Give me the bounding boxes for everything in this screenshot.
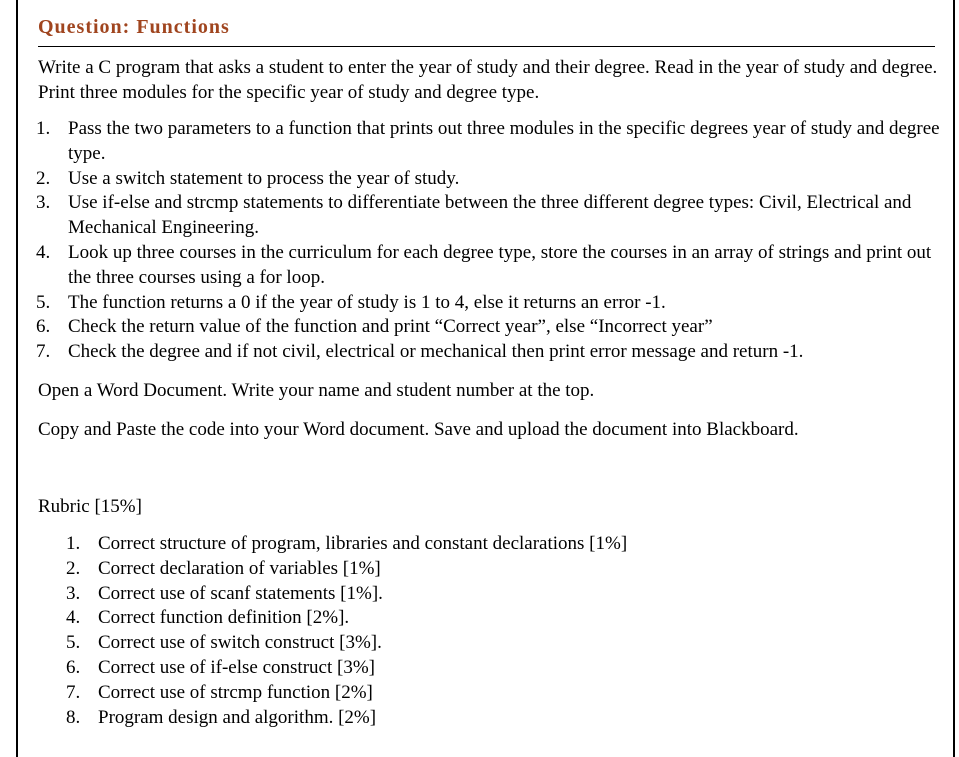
rubric-item-text: Correct use of switch construct [3%]. (98, 632, 382, 654)
rubric-item-text: Correct function definition [2%]. (98, 607, 350, 629)
list-item-number: 1. (36, 118, 51, 139)
list-item (36, 340, 948, 365)
rubric-item-text: Program design and algorithm. [2%] (98, 706, 377, 728)
rubric-item-number: 1. (66, 533, 81, 554)
list-item-text: Pass the two parameters to a function that prints out three modules in the specific degrees year of study and degree type. (68, 118, 940, 164)
list-item-number: 4. (36, 241, 51, 263)
list-item-text: The function returns a 0 if the year of study is 1 to 4, else it returns an error -1. (68, 291, 666, 313)
rubric-item-text: Correct use of strcmp function [2%] (98, 681, 373, 703)
list-item-text: Use if-else and strcmp statements to differentiate between the three different degree types: Civil, Electrical and Mechanical Engineering. (68, 192, 912, 239)
rubric-item-text: Correct declaration of variables [1%] (98, 557, 381, 579)
rubric-item (66, 582, 918, 607)
open-word-instruction: Open a Word Document. Write your name and student number at the top. (38, 380, 595, 401)
list-item (36, 291, 948, 316)
list-item-number: 7. (36, 341, 51, 363)
copy-paste-instruction: Copy and Paste the code into your Word document. Save and upload the document into Blackboard. (38, 419, 799, 440)
list-item-text: Look up three courses in the curriculum for each degree type, store the courses in an array of strings and print out the three courses using a for loop. (68, 241, 932, 288)
list-item-text: Check the degree and if not civil, electrical or mechanical then print error message and return -1. (68, 341, 804, 363)
list-item-text: Use a switch statement to process the year of study. (68, 167, 460, 189)
rubric-item (66, 681, 918, 706)
list-item (36, 191, 948, 241)
rubric-item-number: 4. (66, 607, 81, 629)
question-box (16, 0, 955, 757)
requirements-list (36, 117, 948, 365)
rubric-list (66, 532, 918, 730)
intro-paragraph: Write a C program that asks a student to enter the year of study and their degree. Read in the year of study and degree. Print three modules for the specific year of study and degree type. (38, 57, 938, 103)
rubric-item (66, 606, 918, 631)
list-item-number: 3. (36, 192, 51, 214)
list-item-number: 6. (36, 316, 51, 338)
heading-divider (38, 46, 935, 47)
rubric-item (66, 631, 918, 656)
list-item (36, 315, 948, 340)
rubric-item-number: 5. (66, 632, 81, 654)
rubric-item-number: 7. (66, 681, 81, 703)
list-item-number: 5. (36, 291, 51, 313)
list-item (36, 241, 948, 291)
list-item-number: 2. (36, 167, 51, 189)
list-item (36, 117, 948, 167)
list-item-text: Check the return value of the function and print “Correct year”, else “Incorrect year” (68, 316, 713, 338)
rubric-item-number: 6. (66, 656, 81, 678)
rubric-item (66, 706, 918, 731)
rubric-item-text: Correct use of scanf statements [1%]. (98, 582, 383, 604)
list-item (36, 167, 948, 192)
rubric-item-number: 2. (66, 557, 81, 579)
rubric-item-text: Correct use of if-else construct [3%] (98, 656, 375, 678)
question-heading: Question: Functions (38, 16, 230, 38)
rubric-item-number: 3. (66, 582, 81, 604)
rubric-item (66, 656, 918, 681)
rubric-item (66, 557, 918, 582)
rubric-item-text: Correct structure of program, libraries and constant declarations [1%] (98, 533, 628, 554)
rubric-title: Rubric [15%] (38, 496, 142, 517)
rubric-item-number: 8. (66, 706, 81, 728)
rubric-item (66, 532, 918, 557)
